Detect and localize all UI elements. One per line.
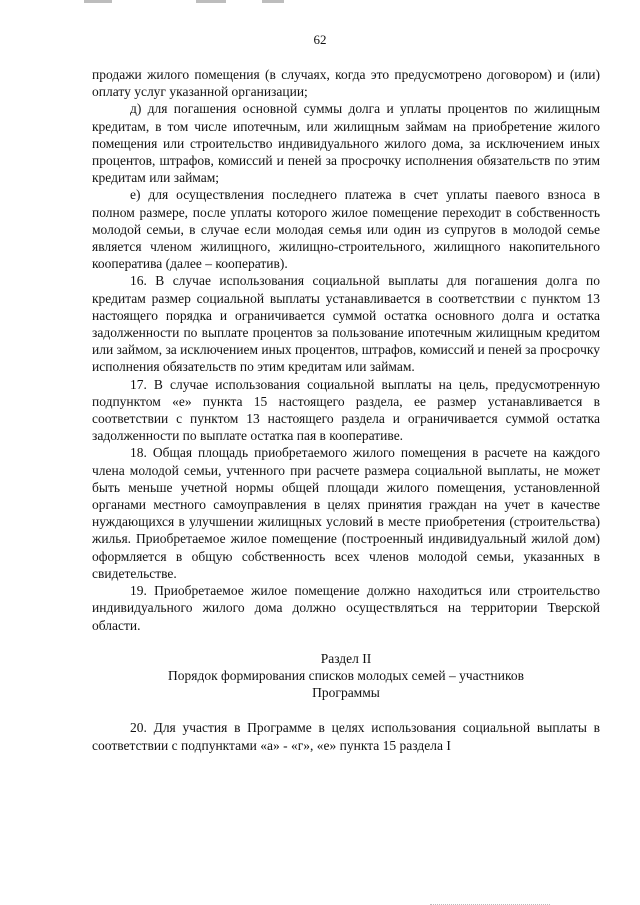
scan-mark-right [262,0,284,3]
paragraph-item-e: е) для осуществления последнего платежа в счет уплаты паевого взноса в полном размере, после уплаты которого жилое помещение переходит в собственность молодой семьи, в случае если молодая семья или один из супругов в молодой семье является членом жилищного, жилищно-строительного, жилищного накопительного кооператива (далее – кооператив). [92,187,600,272]
section-title-line2: Программы [312,685,380,701]
scan-mark-left [84,0,112,3]
section-title-line1: Порядок формирования списков молодых семей – участников [168,667,524,683]
paragraph-20: 20. Для участия в Программе в целях использования социальной выплаты в соответствии с подпунктами «а» - «г», «е» пункта 15 раздела I [92,720,600,753]
paragraph-item-d: д) для погашения основной суммы долга и уплаты процентов по жилищным кредитам, в том числе ипотечным, или жилищным займам на приобретение жилого помещения или строительство индивидуального жилого дома, за исключением иных процентов, штрафов, комиссий и пеней за просрочку исполнения обязательств по этим кредитам или займам; [92,101,600,186]
paragraph-continuation: продажи жилого помещения (в случаях, когда это предусмотрено договором) и (или) оплату услуг указанной организации; [92,67,600,100]
paragraph-19: 19. Приобретаемое жилое помещение должно находиться или строительство индивидуального жилого дома должно осуществляться на территории Тверской области. [92,583,600,633]
document-body [92,66,600,754]
paragraph-18: 18. Общая площадь приобретаемого жилого помещения в расчете на каждого члена молодой семьи, учтенного при расчете размера социальной выплаты, не может быть меньше учетной нормы общей площади жилого помещения, установленной органами местного самоуправления в целях принятия граждан на учет в качестве нуждающихся в улучшении жилищных условий в месте приобретения (строительства) жилья. Приобретаемое жилое помещение (построенный индивидуальный жилой дом) оформляется в общую собственность всех членов молодой семьи, указанных в свидетельстве. [92,445,600,581]
page-number: 62 [313,32,327,47]
scan-mark-center [196,0,226,3]
section-label: Раздел II [320,650,372,666]
paragraph-16: 16. В случае использования социальной выплаты для погашения долга по кредитам размер социальной выплаты устанавливается в соответствии с пунктом 13 настоящего порядка и ограничивается суммой остатка основного долга и остатка задолженности по выплате процентов за пользование ипотечным жилищным кредитом или займом, за исключением иных процентов, штрафов, комиссий и пеней за просрочку исполнения обязательств по этим кредитам или займам. [92,273,600,375]
paragraph-17: 17. В случае использования социальной выплаты на цель, предусмотренную подпунктом «е» пункта 15 настоящего раздела, ее размер устанавливается в соответствии с пунктом 13 настоящего раздела и ограничивается суммой остатка задолженности по выплате остатка пая в кооперативе. [92,376,600,444]
